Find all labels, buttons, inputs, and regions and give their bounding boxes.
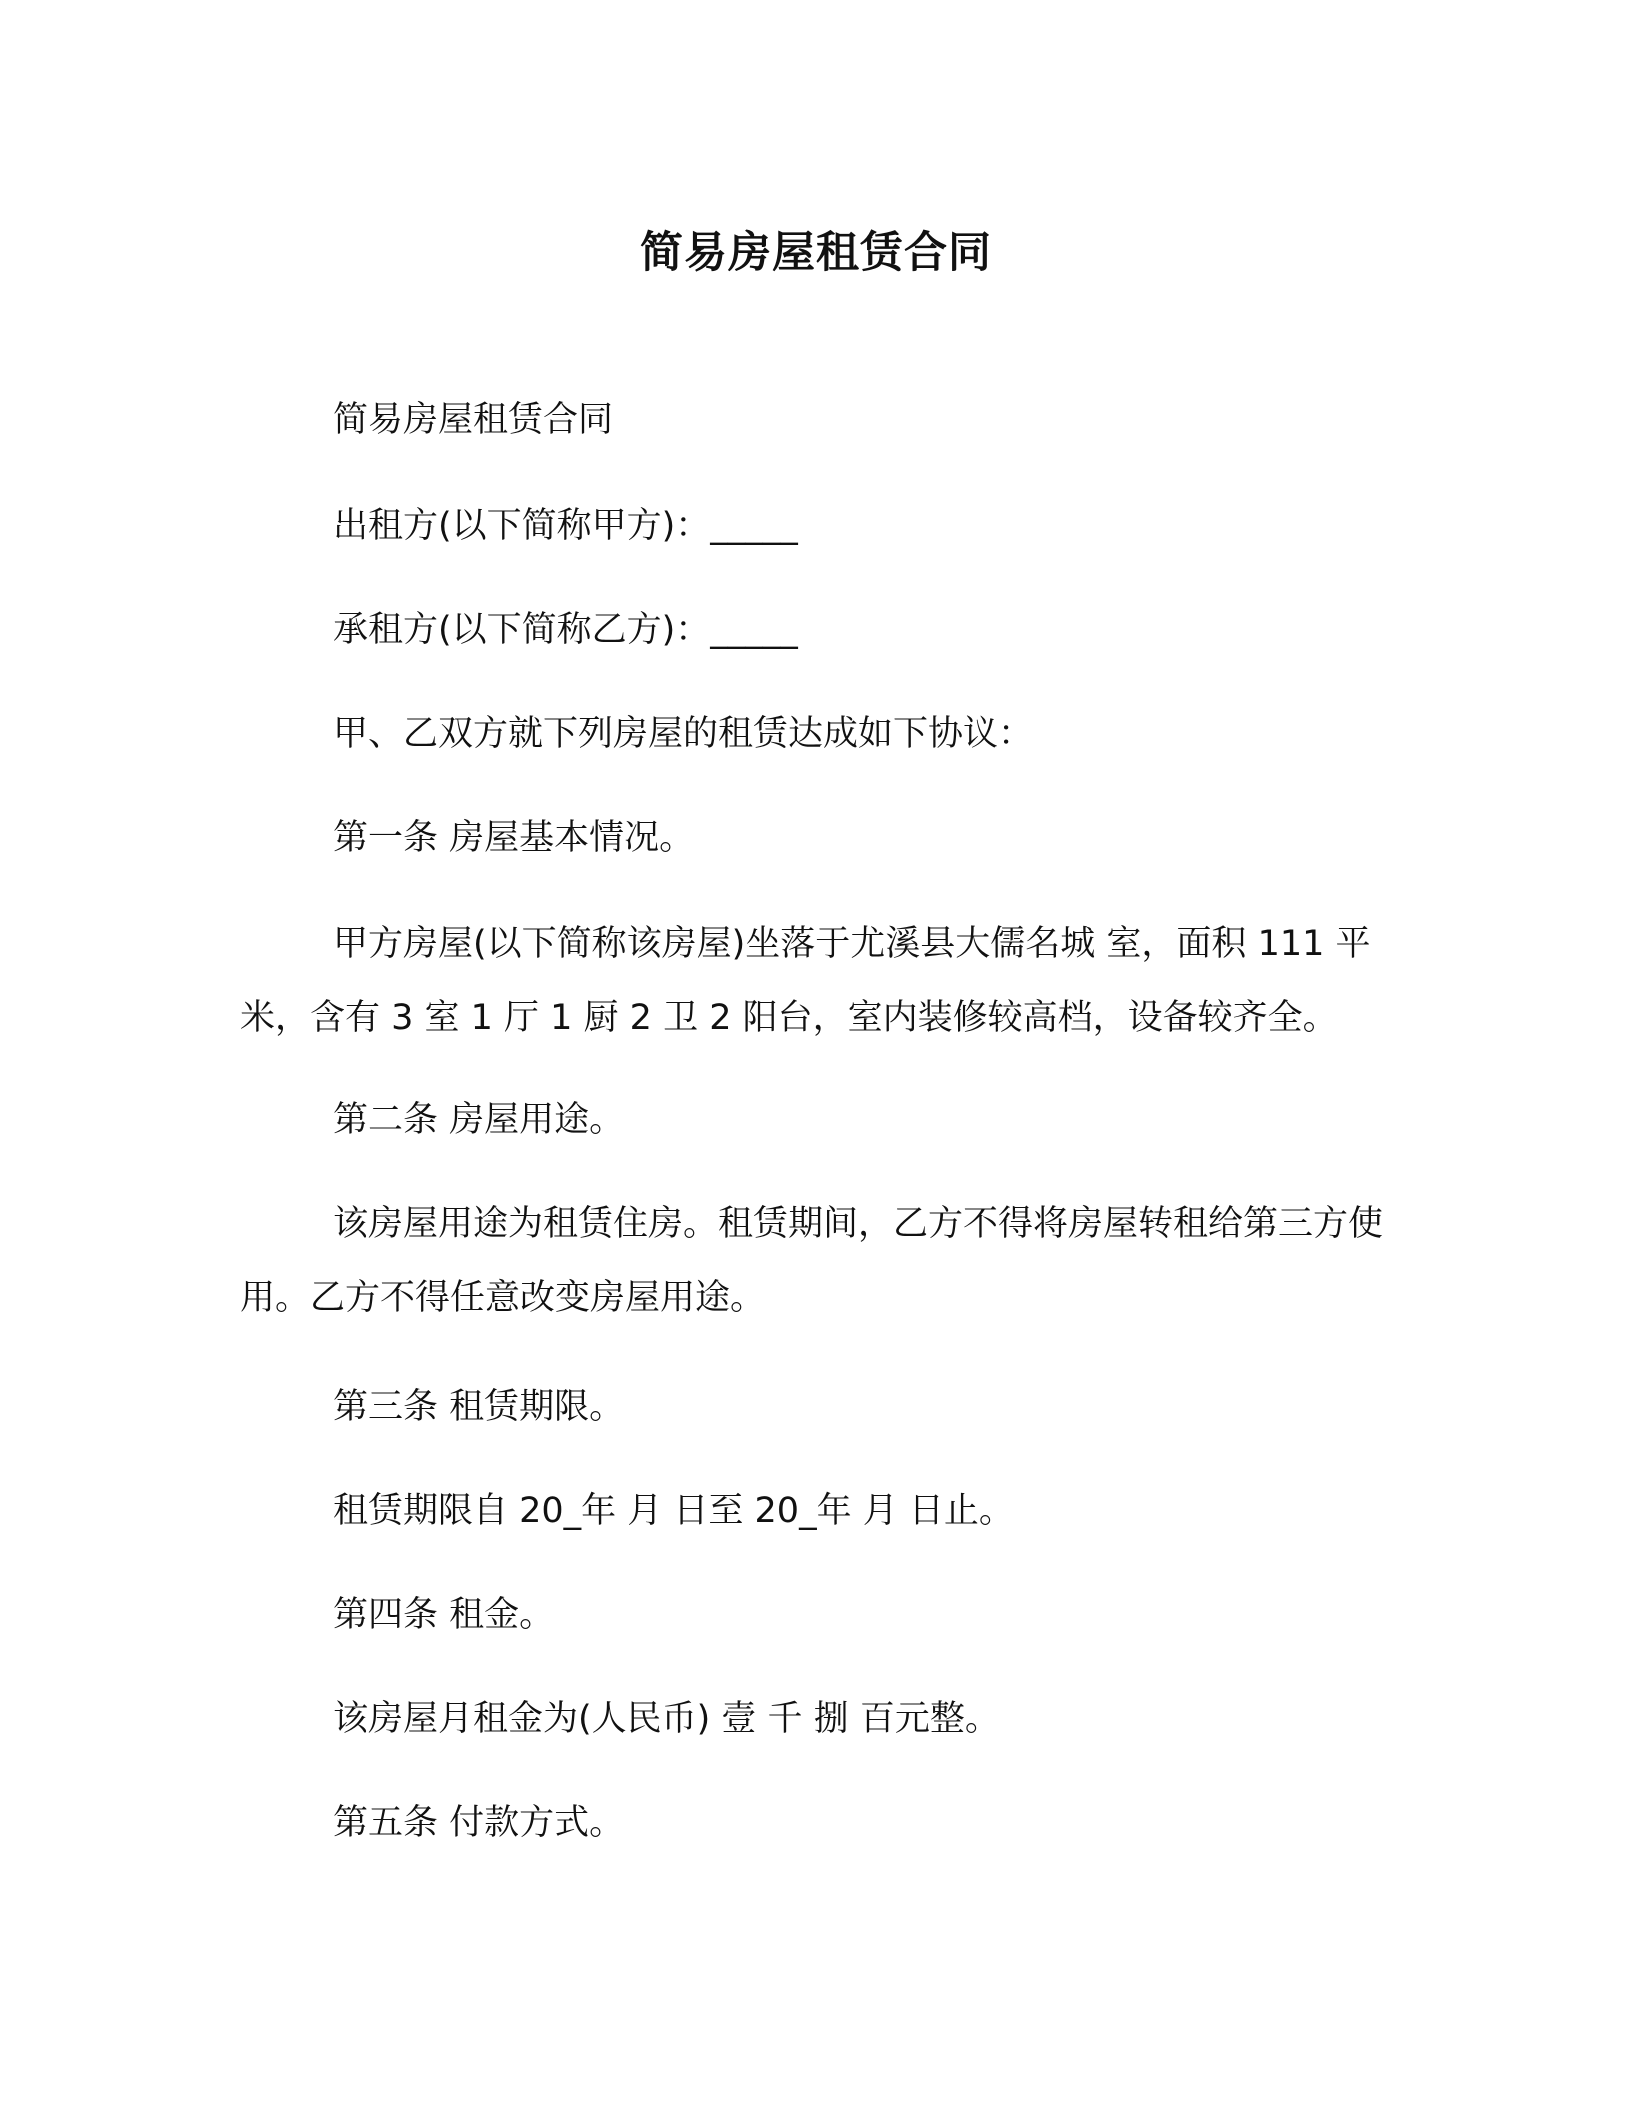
document-title: 简易房屋租赁合同 [640,228,992,278]
lessee-line: 承租方(以下简称乙方)：_____ [333,610,798,650]
article-2-heading: 第二条 房屋用途。 [333,1100,625,1140]
article-3-heading: 第三条 租赁期限。 [333,1387,625,1427]
article-5-heading: 第五条 付款方式。 [333,1803,625,1843]
article-1-body: 甲方房屋(以下简称该房屋)坐落于尤溪县大儒名城 室，面积 111 平米，含有 3 室 1 厅 1 厨 2 卫 2 阳台，室内装修较高档，设备较齐全。 [240,924,1371,1038]
article-2-body: 该房屋用途为租赁住房。租赁期间，乙方不得将房屋转租给第三方使用。乙方不得任意改变房屋用途。 [240,1204,1384,1318]
article-3-body: 租赁期限自 20_年 月 日至 20_年 月 日止。 [333,1491,1014,1531]
lessor-line: 出租方(以下简称甲方)：_____ [333,506,798,546]
article-1-heading: 第一条 房屋基本情况。 [333,818,695,858]
intro-line: 甲、乙双方就下列房屋的租赁达成如下协议： [333,714,1034,754]
article-4-body: 该房屋月租金为(人民币) 壹 千 捌 百元整。 [333,1699,1000,1739]
document-subtitle: 简易房屋租赁合同 [333,400,614,440]
article-4-heading: 第四条 租金。 [333,1595,555,1635]
